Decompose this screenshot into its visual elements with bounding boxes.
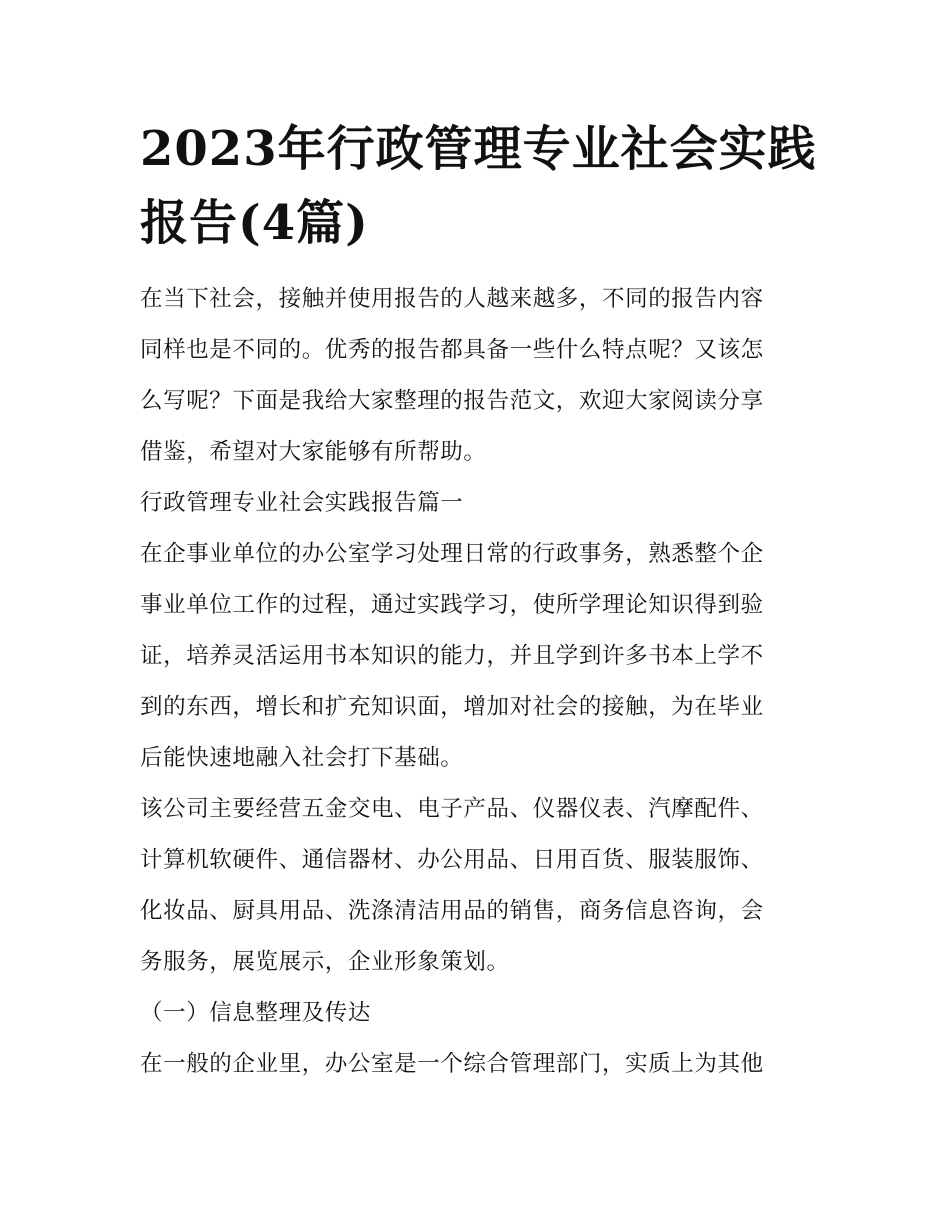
intro-line-3: 么写呢？下面是我给大家整理的报告范文，欢迎大家阅读分享: [140, 388, 764, 414]
document-title: [140, 112, 820, 260]
paragraph-line: 事业单位工作的过程，通过实践学习，使所学理论知识得到验: [140, 592, 764, 618]
intro-line-4: 借鉴，希望对大家能够有所帮助。: [140, 439, 487, 465]
paragraph-line: 该公司主要经营五金交电、电子产品、仪器仪表、汽摩配件、: [140, 796, 764, 822]
paragraph-line: 在一般的企业里，办公室是一个综合管理部门，实质上为其他: [140, 1051, 764, 1077]
paragraph-line: 到的东西，增长和扩充知识面，增加对社会的接触，为在毕业: [140, 694, 764, 720]
title-line-1: 2023年行政管理专业社会实践: [140, 121, 817, 177]
paragraph-line: 化妆品、厨具用品、洗涤清洁用品的销售，商务信息咨询，会: [140, 898, 764, 924]
paragraph-line: 务服务，展览展示，企业形象策划。: [140, 949, 510, 975]
document-body: [140, 274, 820, 1090]
intro-line-1: 在当下社会，接触并使用报告的人越来越多，不同的报告内容: [140, 286, 764, 312]
paragraph-line: 后能快速地融入社会打下基础。: [140, 745, 464, 771]
paragraph-line: 证，培养灵活运用书本知识的能力，并且学到许多书本上学不: [140, 643, 764, 669]
paragraph-line: 计算机软硬件、通信器材、办公用品、日用百货、服装服饰、: [140, 847, 764, 873]
section-heading-1: 行政管理专业社会实践报告篇一: [140, 490, 464, 516]
title-line-2: 报告(4篇): [140, 195, 369, 251]
subheading-1: （一）信息整理及传达: [140, 1000, 372, 1026]
paragraph-line: 在企事业单位的办公室学习处理日常的行政事务，熟悉整个企: [140, 541, 764, 567]
intro-line-2: 同样也是不同的。优秀的报告都具备一些什么特点呢？又该怎: [140, 337, 764, 363]
